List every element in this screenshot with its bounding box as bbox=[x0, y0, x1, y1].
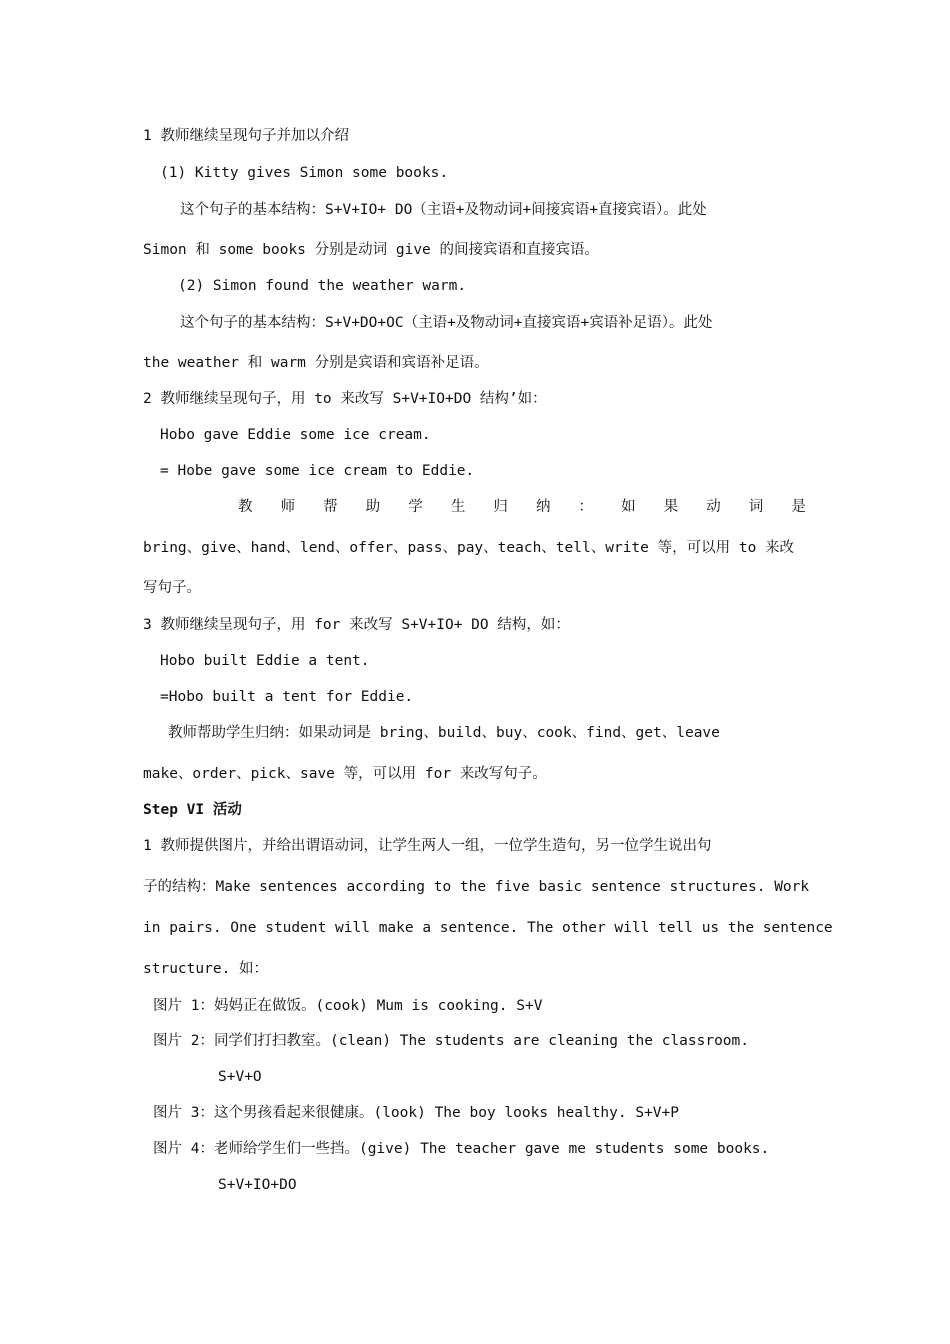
summary-for-cont: make、order、pick、save 等，可以用 for 来改写句子。 bbox=[143, 766, 547, 782]
picture-2-structure: S+V+O bbox=[218, 1069, 262, 1085]
picture-2-example: 图片 2：同学们打扫教室。(clean) The students are cleaning the classroom. bbox=[153, 1033, 749, 1049]
structure-explanation-2: 这个句子的基本结构：S+V+DO+OC（主语+及物动词+直接宾语+宾语补足语）。此处 bbox=[180, 315, 713, 331]
spread-char: 归 bbox=[493, 499, 508, 515]
example-to-2: = Hobe gave some ice cream to Eddie. bbox=[160, 463, 475, 479]
structure-explanation-2-cont: the weather 和 warm 分别是宾语和宾语补足语。 bbox=[143, 355, 489, 371]
activity-instructions-cont-2: in pairs. One student will make a sentence. The other will tell us the sentence bbox=[143, 920, 833, 936]
activity-instructions: 1 教师提供图片，并给出谓语动词，让学生两人一组，一位学生造句，另一位学生说出句 bbox=[143, 838, 712, 854]
example-sentence-2: (2) Simon found the weather warm. bbox=[178, 278, 467, 294]
summary-to-end: 写句子。 bbox=[143, 580, 201, 596]
summary-to-verbs: bring、give、hand、lend、offer、pass、pay、teach、tell、write 等，可以用 to 来改 bbox=[143, 540, 795, 556]
spread-char: 果 bbox=[663, 499, 679, 515]
activity-instructions-cont-3: structure. 如： bbox=[143, 961, 269, 977]
spread-char: ： bbox=[578, 499, 593, 515]
step-2-heading: 2 教师继续呈现句子，用 to 来改写 S+V+IO+DO 结构’如： bbox=[143, 391, 547, 407]
example-to-1: Hobo gave Eddie some ice cream. bbox=[160, 427, 431, 443]
structure-explanation-1-cont: Simon 和 some books 分别是动词 give 的间接宾语和直接宾语。 bbox=[143, 242, 600, 258]
example-for-1: Hobo built Eddie a tent. bbox=[160, 653, 370, 669]
example-sentence-1: (1) Kitty gives Simon some books. bbox=[160, 165, 449, 181]
activity-instructions-cont-1: 子的结构：Make sentences according to the five basic sentence structures. Work bbox=[143, 879, 810, 895]
spread-char: 词 bbox=[748, 499, 764, 515]
spread-char: 助 bbox=[365, 499, 381, 515]
spread-char: 是 bbox=[791, 499, 806, 515]
spread-char: 动 bbox=[706, 499, 721, 515]
spread-char: 师 bbox=[280, 499, 296, 515]
example-for-2: =Hobo built a tent for Eddie. bbox=[160, 689, 414, 705]
summary-to-line bbox=[238, 497, 806, 517]
spread-char: 如 bbox=[621, 499, 636, 515]
picture-3-example: 图片 3：这个男孩看起来很健康。(look) The boy looks healthy. S+V+P bbox=[153, 1105, 679, 1121]
step-vi-heading: Step VI 活动 bbox=[143, 802, 242, 818]
spread-char: 纳 bbox=[535, 499, 551, 515]
spread-char: 帮 bbox=[323, 499, 338, 515]
spread-char: 生 bbox=[450, 499, 466, 515]
structure-explanation-1: 这个句子的基本结构：S+V+IO+ DO（主语+及物动词+间接宾语+直接宾语）。此处 bbox=[180, 202, 707, 218]
picture-4-example: 图片 4：老师给学生们一些挡。(give) The teacher gave me students some books. bbox=[153, 1141, 770, 1157]
picture-4-structure: S+V+IO+DO bbox=[218, 1177, 297, 1193]
picture-1-example: 图片 1：妈妈正在做饭。(cook) Mum is cooking. S+V bbox=[153, 998, 543, 1014]
summary-for: 教师帮助学生归纳：如果动词是 bring、build、buy、cook、find、get、leave bbox=[168, 725, 720, 741]
spread-char: 教 bbox=[238, 499, 253, 515]
spread-char: 学 bbox=[408, 499, 423, 515]
step-3-heading: 3 教师继续呈现句子，用 for 来改写 S+V+IO+ DO 结构，如： bbox=[143, 617, 570, 633]
step-1-heading: 1 教师继续呈现句子并加以介绍 bbox=[143, 128, 349, 144]
